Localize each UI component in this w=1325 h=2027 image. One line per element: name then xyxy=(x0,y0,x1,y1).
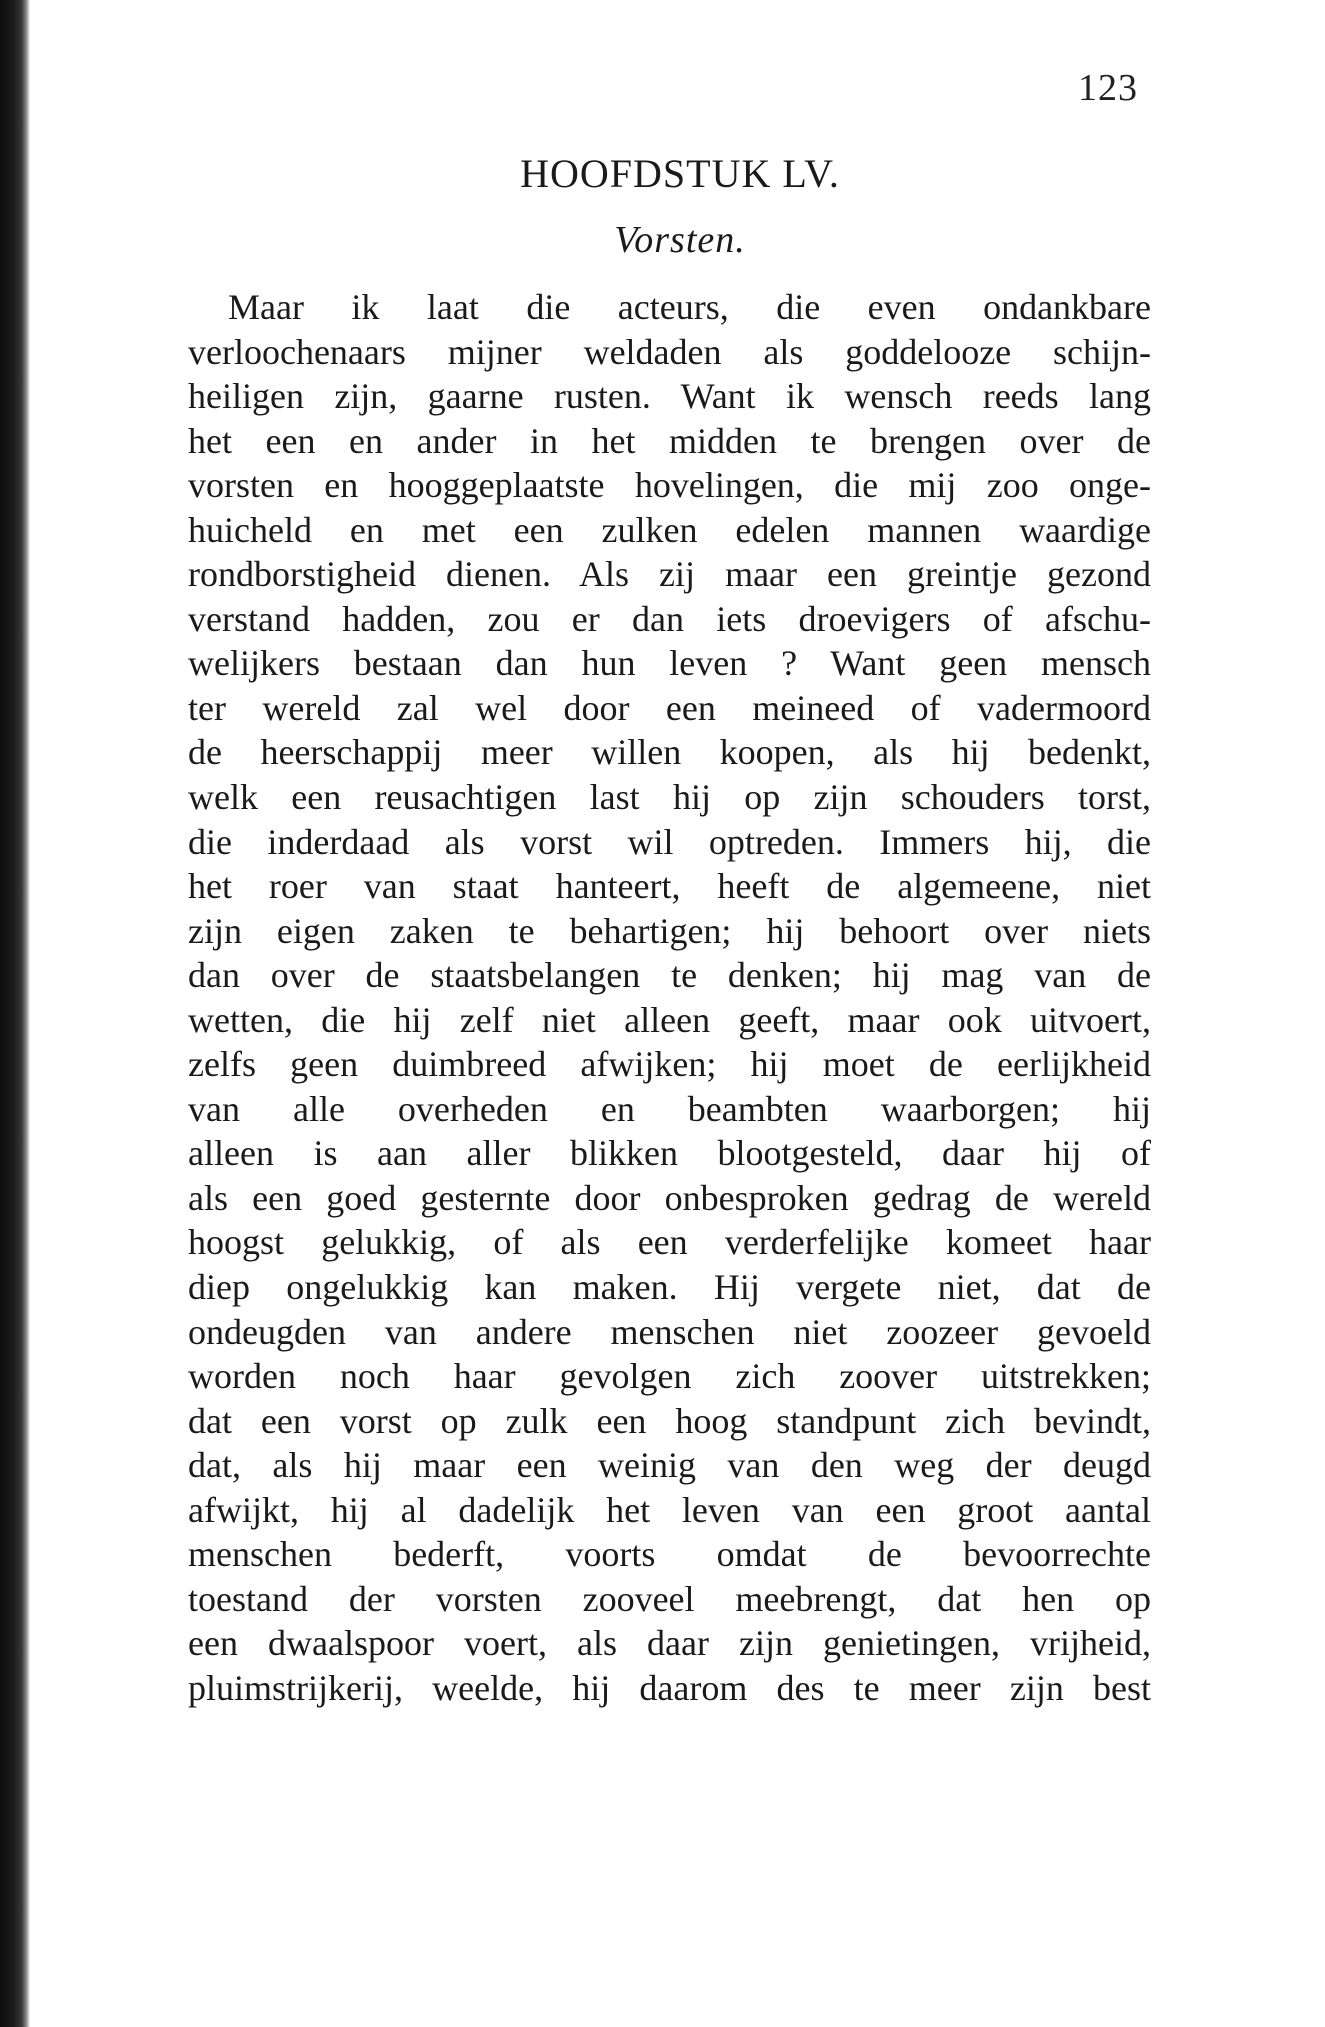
text-line: het een en ander in het midden te brengen over de xyxy=(188,420,1151,461)
text-line: zijn eigen zaken te behartigen; hij behoort over niets xyxy=(188,910,1151,951)
text-line: menschen bederft, voorts omdat de bevoorrechte xyxy=(188,1534,1151,1575)
text-line: ondeugden van andere menschen niet zoozeer gevoeld xyxy=(188,1311,1151,1352)
text-line: Maar ik laat die acteurs, die even ondankbare xyxy=(228,287,1151,327)
text-line: de heerschappij meer willen koopen, als hij bedenkt, xyxy=(188,732,1151,773)
text-line: het roer van staat hanteert, heeft de algemeene, niet xyxy=(188,866,1151,907)
text-line: een dwaalspoor voert, als daar zijn genietingen, vrijheid, xyxy=(188,1623,1151,1664)
text-line: verstand hadden, zou er dan iets droevigers of afschu- xyxy=(188,598,1151,639)
text-line: die inderdaad als vorst wil optreden. Immers hij, die xyxy=(188,821,1151,862)
text-line: vorsten en hooggeplaatste hovelingen, die mij zoo onge- xyxy=(188,465,1151,506)
body-text xyxy=(188,285,1151,1711)
text-line: welijkers bestaan dan hun leven ? Want geen mensch xyxy=(188,643,1151,684)
text-line: van alle overheden en beambten waarborgen; hij xyxy=(188,1088,1151,1129)
text-line: welk een reusachtigen last hij op zijn schouders torst, xyxy=(188,777,1151,818)
text-line: dan over de staatsbelangen te denken; hij mag van de xyxy=(188,955,1151,996)
text-line: pluimstrijkerij, weelde, hij daarom des te meer zijn best xyxy=(188,1667,1151,1708)
text-line: afwijkt, hij al dadelijk het leven van een groot aantal xyxy=(188,1489,1151,1530)
text-line: zelfs geen duimbreed afwijken; hij moet de eerlijkheid xyxy=(188,1044,1151,1085)
chapter-subtitle: Vorsten. xyxy=(614,219,746,261)
text-line: huicheld en met een zulken edelen mannen waardige xyxy=(188,509,1151,550)
text-line: toestand der vorsten zooveel meebrengt, dat hen op xyxy=(188,1578,1151,1619)
text-line: diep ongelukkig kan maken. Hij vergete niet, dat de xyxy=(188,1267,1151,1308)
text-line: alleen is aan aller blikken blootgesteld, daar hij of xyxy=(188,1133,1151,1174)
chapter-title: HOOFDSTUK LV. xyxy=(520,151,840,196)
text-line: rondborstigheid dienen. Als zij maar een greintje gezond xyxy=(188,554,1151,595)
text-line: dat een vorst op zulk een hoog standpunt zich bevindt, xyxy=(188,1400,1151,1441)
text-line: als een goed gesternte door onbesproken gedrag de wereld xyxy=(188,1177,1151,1218)
text-line: heiligen zijn, gaarne rusten. Want ik wensch reeds lang xyxy=(188,376,1151,417)
text-line: worden noch haar gevolgen zich zoover uitstrekken; xyxy=(188,1356,1151,1397)
text-line: hoogst gelukkig, of als een verderfelijke komeet haar xyxy=(188,1222,1151,1263)
scan-binding-edge xyxy=(0,0,30,2027)
page-number: 123 xyxy=(1078,67,1138,109)
text-line: dat, als hij maar een weinig van den weg der deugd xyxy=(188,1445,1151,1486)
text-line: ter wereld zal wel door een meineed of vadermoord xyxy=(188,687,1151,728)
text-line: wetten, die hij zelf niet alleen geeft, maar ook uitvoert, xyxy=(188,999,1151,1040)
text-line: verloochenaars mijner weldaden als goddelooze schijn- xyxy=(188,331,1151,372)
